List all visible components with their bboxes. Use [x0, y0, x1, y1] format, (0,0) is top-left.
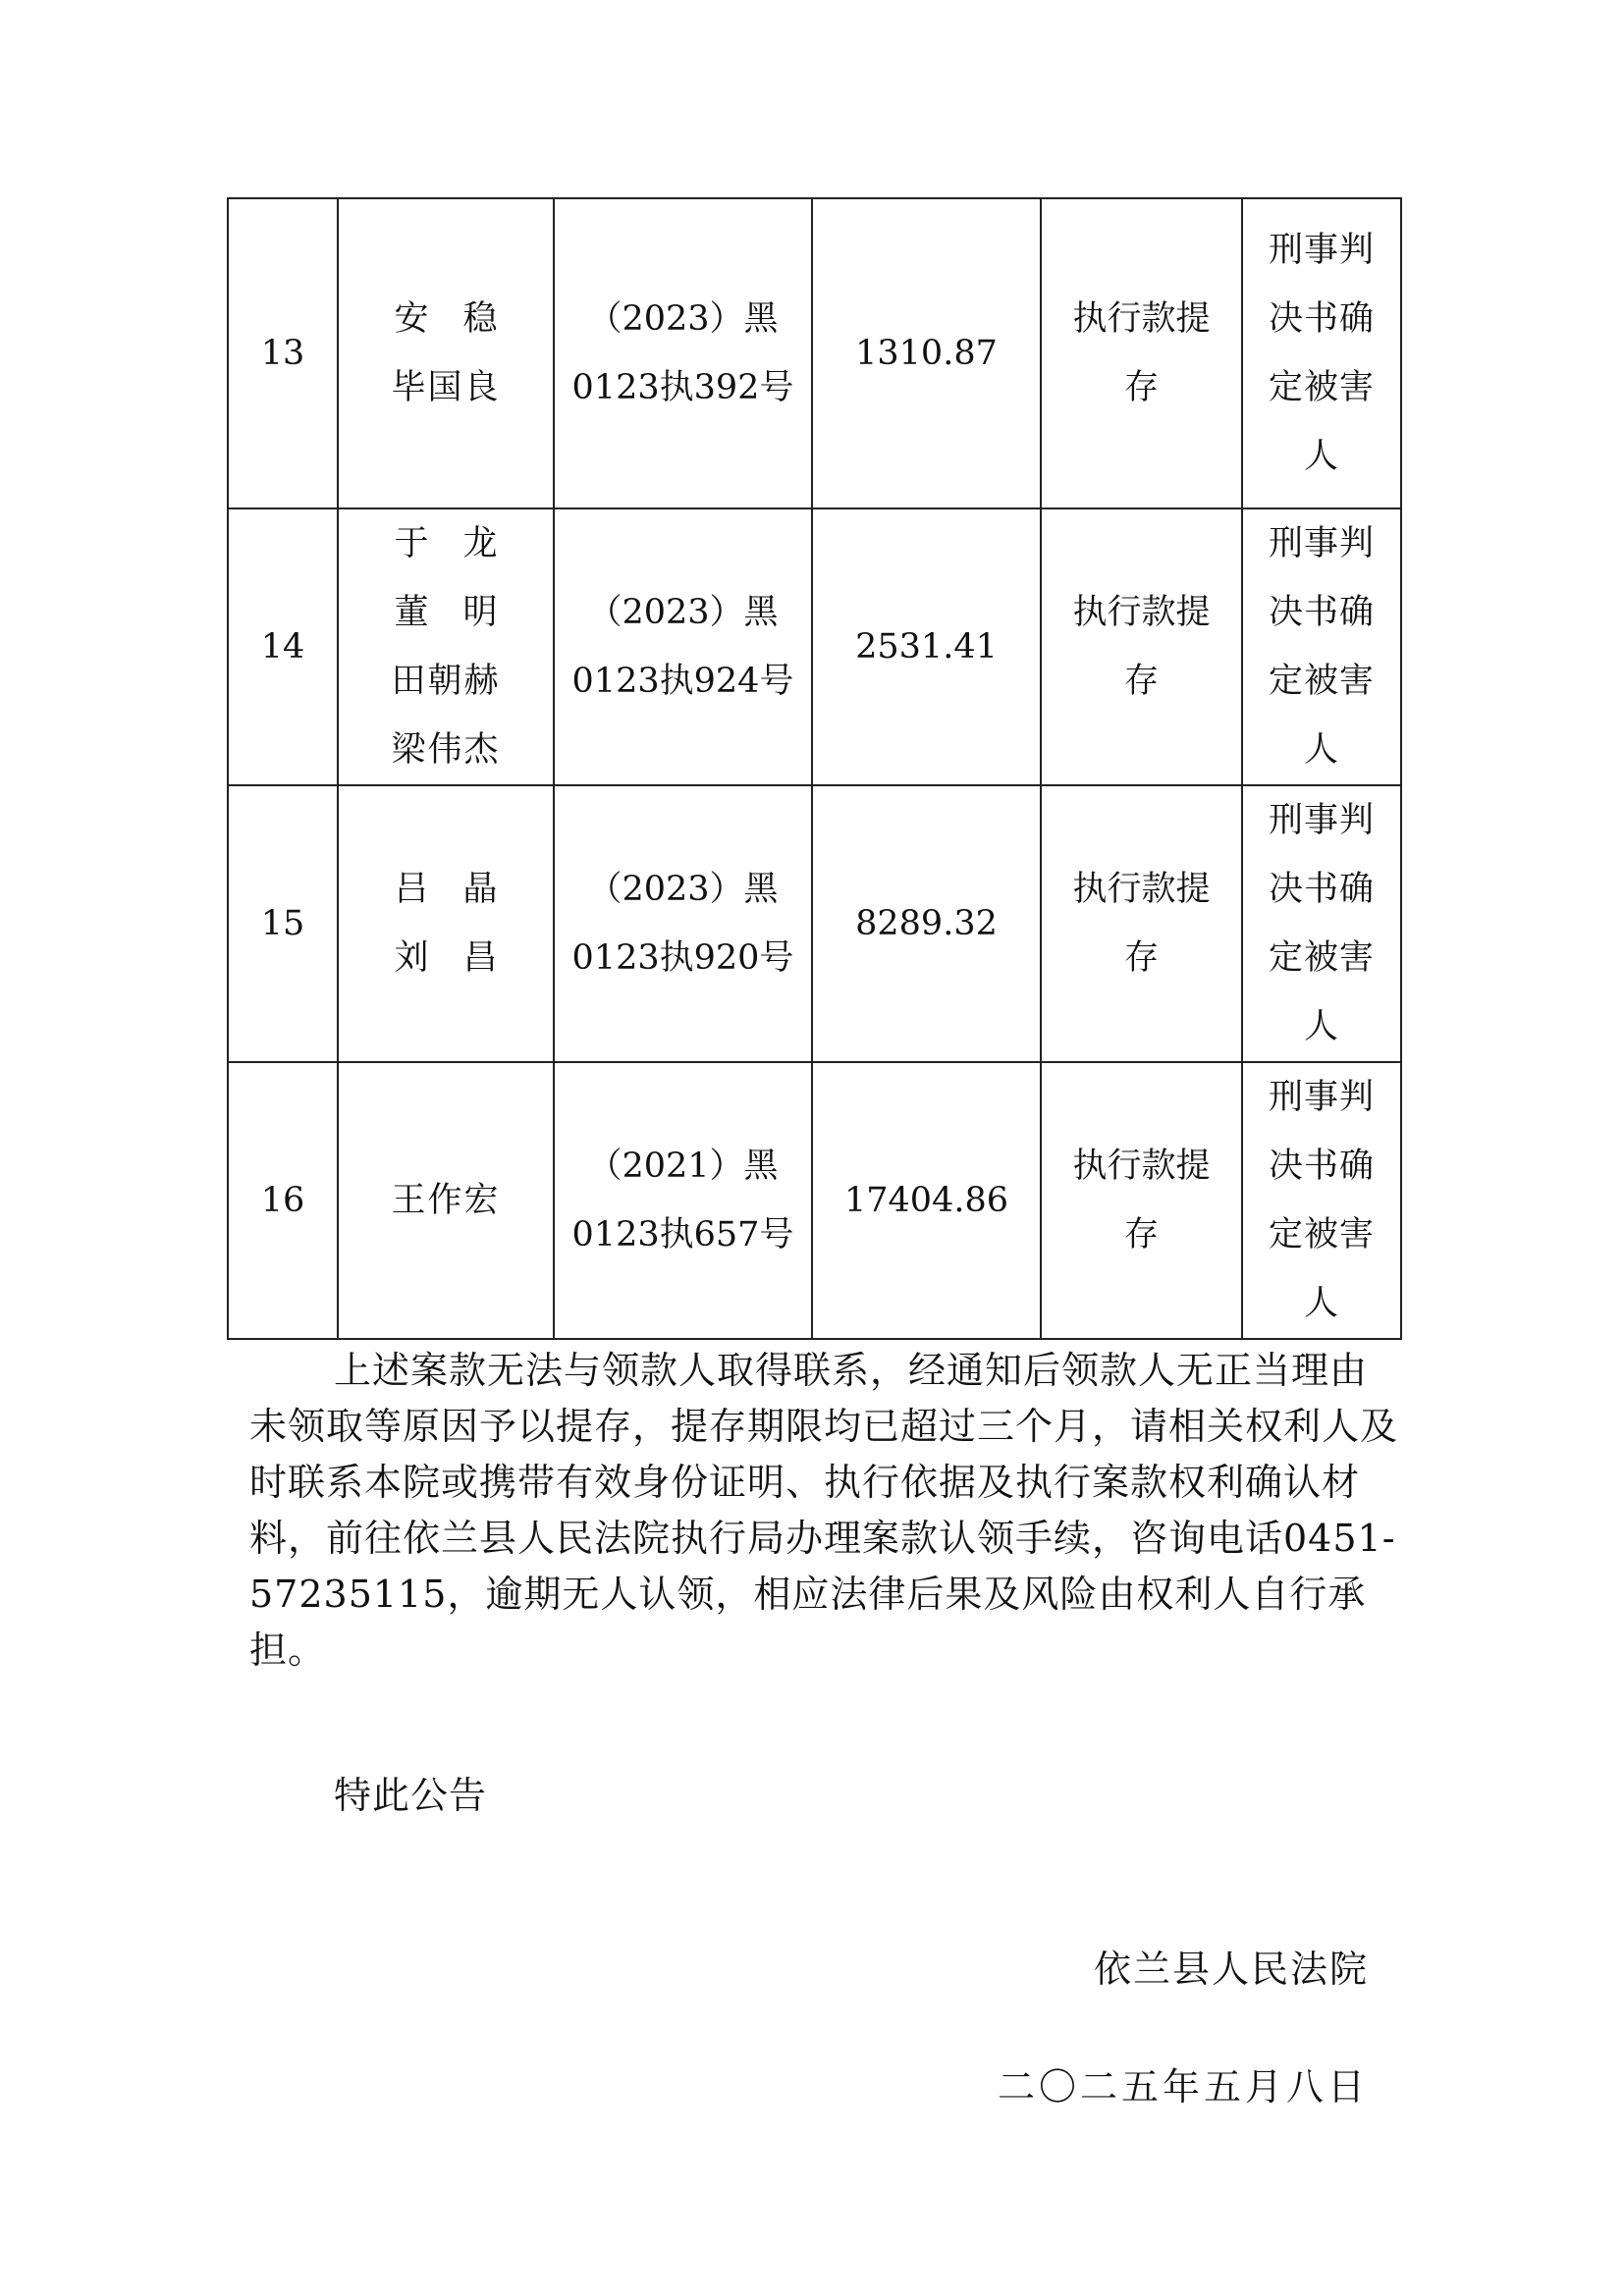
court-signature: 依兰县人民法院 [1093, 1948, 1369, 1991]
cell-line: 刑事判 [1268, 231, 1375, 270]
closing-text: 特此公告 [334, 1774, 488, 1817]
payee-name: 王作宏 [391, 1181, 501, 1220]
amount-cell [812, 785, 1041, 1062]
cell-line: 决书确 [1268, 1147, 1375, 1186]
note-cell [1242, 508, 1401, 785]
cell-line: 存 [1123, 1215, 1159, 1255]
note-cell [1242, 785, 1401, 1062]
notice-body [249, 1343, 1400, 1679]
payee-names-cell [338, 508, 554, 785]
cell-line: 0123执920号 [571, 938, 794, 978]
cell-line: 0123执924号 [571, 662, 794, 701]
cell-line: 刑事判 [1268, 524, 1375, 563]
cell-line: 17404.86 [843, 1181, 1008, 1220]
table-row [228, 198, 1401, 508]
reason-cell [1041, 785, 1242, 1062]
cell-line: 16 [260, 1181, 305, 1220]
cell-line: 定被害 [1268, 662, 1375, 701]
cell-line: 1310.87 [855, 334, 998, 373]
payee-name: 毕国良 [391, 368, 501, 407]
payee-name: 吕晶 [394, 870, 532, 909]
cell-line: 0123执392号 [571, 368, 794, 407]
row-number-cell [228, 508, 338, 785]
cell-line: 存 [1123, 662, 1159, 701]
reason-cell [1041, 198, 1242, 508]
cell-line: 人 [1303, 437, 1339, 476]
cell-line: 刑事判 [1268, 1078, 1375, 1117]
cell-line: 人 [1303, 730, 1339, 770]
amount-cell [812, 198, 1041, 508]
cell-line: 决书确 [1268, 593, 1375, 632]
cell-line: 8289.32 [855, 904, 998, 943]
table-row [228, 785, 1401, 1062]
cell-line: 存 [1123, 368, 1159, 407]
cell-line: 定被害 [1268, 368, 1375, 407]
cell-line: 13 [260, 334, 305, 373]
amount-cell [812, 1062, 1041, 1339]
reason-cell [1041, 508, 1242, 785]
case-table-body [228, 198, 1401, 1339]
reason-cell [1041, 1062, 1242, 1339]
cell-line: 决书确 [1268, 870, 1375, 909]
case-number-cell [554, 198, 812, 508]
notice-paragraph: 上述案款无法与领款人取得联系，经通知后领款人无正当理由未领取等原因予以提存，提存期限均已超过三个月，请相关权利人及时联系本院或携带有效身份证明、执行依据及执行案款权利确认材料，前往依兰县人民法院执行局办理案款认领手续，咨询电话0451-57235115，逾期无人认领，相应法律后果及风险由权利人自行承担。 [249, 1349, 1399, 1672]
amount-cell [812, 508, 1041, 785]
cell-line: 执行款提 [1072, 1147, 1211, 1186]
cell-line: （2023）黑 [587, 299, 779, 339]
cell-line: 0123执657号 [571, 1215, 794, 1255]
table-row [228, 1062, 1401, 1339]
cell-line: （2023）黑 [587, 870, 779, 909]
payee-names-cell [338, 785, 554, 1062]
cell-line: 人 [1303, 1284, 1339, 1323]
cell-line: 刑事判 [1268, 801, 1375, 840]
cell-line: （2023）黑 [587, 593, 779, 632]
payee-names-cell [338, 198, 554, 508]
cell-line: 决书确 [1268, 299, 1375, 339]
note-cell [1242, 1062, 1401, 1339]
cell-line: 15 [260, 904, 305, 943]
payee-name: 田朝赫 [391, 662, 501, 701]
note-cell [1242, 198, 1401, 508]
cell-line: 执行款提 [1072, 593, 1211, 632]
cell-line: 2531.41 [855, 627, 998, 667]
cell-line: 定被害 [1268, 1215, 1375, 1255]
payee-names-cell [338, 1062, 554, 1339]
payee-name: 梁伟杰 [391, 730, 501, 770]
case-number-cell [554, 1062, 812, 1339]
case-table [227, 197, 1402, 1340]
cell-line: 人 [1303, 1007, 1339, 1046]
cell-line: 存 [1123, 938, 1159, 978]
cell-line: 执行款提 [1072, 299, 1211, 339]
case-number-cell [554, 785, 812, 1062]
row-number-cell [228, 1062, 338, 1339]
payee-name: 安稳 [394, 299, 532, 339]
case-number-cell [554, 508, 812, 785]
payee-name: 于龙 [394, 524, 532, 563]
table-row [228, 508, 1401, 785]
payee-name: 刘昌 [394, 938, 532, 978]
notice-date: 二〇二五年五月八日 [997, 2065, 1369, 2109]
row-number-cell [228, 785, 338, 1062]
cell-line: 定被害 [1268, 938, 1375, 978]
cell-line: 14 [260, 627, 305, 667]
row-number-cell [228, 198, 338, 508]
cell-line: （2021）黑 [587, 1147, 779, 1186]
payee-name: 董明 [394, 593, 532, 632]
cell-line: 执行款提 [1072, 870, 1211, 909]
